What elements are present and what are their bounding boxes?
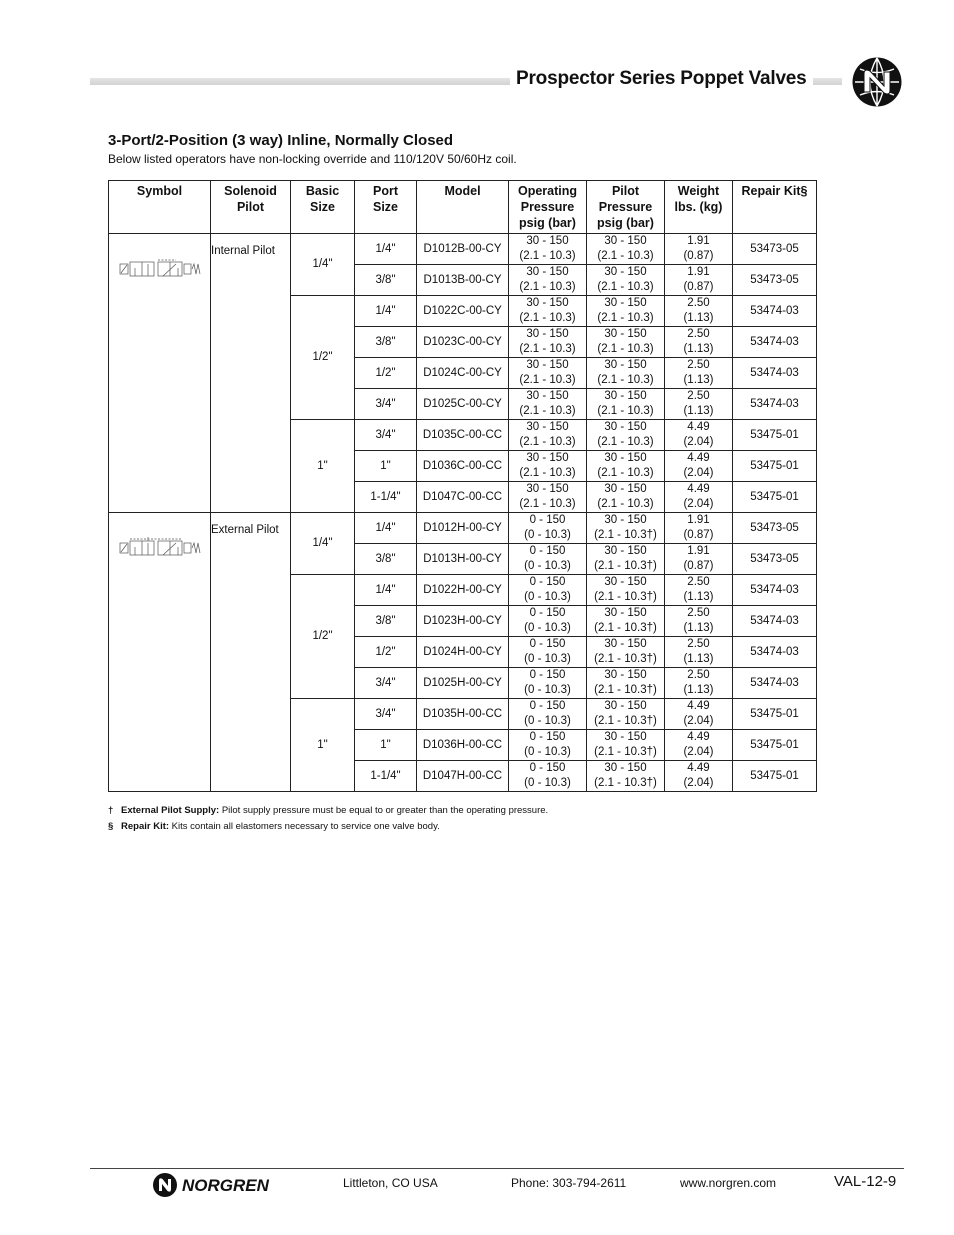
operating-pressure-cell: 0 - 150 (0 - 10.3) (509, 544, 587, 575)
col-header-solenoid-pilot: Solenoid Pilot (211, 181, 291, 234)
pilot-pressure-cell: 30 - 150 (2.1 - 10.3†) (587, 699, 665, 730)
operating-pressure-cell: 0 - 150 (0 - 10.3) (509, 575, 587, 606)
internal-pilot-valve-symbol-icon (118, 256, 202, 284)
repair-kit-cell: 53475-01 (733, 420, 817, 451)
port-size-cell: 3/4" (355, 420, 417, 451)
port-size-cell: 3/4" (355, 668, 417, 699)
model-cell: D1022H-00-CY (417, 575, 509, 606)
model-cell: D1024H-00-CY (417, 637, 509, 668)
operating-pressure-cell: 30 - 150 (2.1 - 10.3) (509, 358, 587, 389)
port-size-cell: 3/8" (355, 544, 417, 575)
pilot-pressure-cell: 30 - 150 (2.1 - 10.3†) (587, 668, 665, 699)
model-cell: D1012H-00-CY (417, 513, 509, 544)
section-subtitle: Below listed operators have non-locking override and 110/120V 50/60Hz coil. (108, 152, 517, 166)
pilot-pressure-cell: 30 - 150 (2.1 - 10.3†) (587, 544, 665, 575)
port-size-cell: 3/4" (355, 389, 417, 420)
basic-size-cell: 1/4" (291, 234, 355, 296)
weight-cell: 2.50 (1.13) (665, 389, 733, 420)
weight-cell: 2.50 (1.13) (665, 327, 733, 358)
footer-phone: Phone: 303-794-2611 (511, 1176, 627, 1190)
table-header-row (109, 181, 817, 234)
operating-pressure-cell: 30 - 150 (2.1 - 10.3) (509, 420, 587, 451)
table-row (109, 234, 817, 265)
repair-kit-cell: 53474-03 (733, 296, 817, 327)
port-size-cell: 1-1/4" (355, 482, 417, 513)
page-title: Prospector Series Poppet Valves (510, 68, 813, 90)
model-cell: D1024C-00-CY (417, 358, 509, 389)
model-cell: D1036C-00-CC (417, 451, 509, 482)
pilot-pressure-cell: 30 - 150 (2.1 - 10.3†) (587, 761, 665, 792)
pilot-pressure-cell: 30 - 150 (2.1 - 10.3) (587, 234, 665, 265)
port-size-cell: 3/8" (355, 606, 417, 637)
pilot-pressure-cell: 30 - 150 (2.1 - 10.3) (587, 327, 665, 358)
repair-kit-cell: 53473-05 (733, 544, 817, 575)
pilot-pressure-cell: 30 - 150 (2.1 - 10.3†) (587, 513, 665, 544)
weight-cell: 4.49 (2.04) (665, 730, 733, 761)
port-size-cell: 1/4" (355, 575, 417, 606)
operating-pressure-cell: 0 - 150 (0 - 10.3) (509, 606, 587, 637)
pilot-pressure-cell: 30 - 150 (2.1 - 10.3†) (587, 730, 665, 761)
weight-cell: 2.50 (1.13) (665, 575, 733, 606)
weight-cell: 2.50 (1.13) (665, 606, 733, 637)
model-cell: D1035C-00-CC (417, 420, 509, 451)
model-cell: D1047C-00-CC (417, 482, 509, 513)
model-cell: D1022C-00-CY (417, 296, 509, 327)
table-row (109, 513, 817, 544)
weight-cell: 1.91 (0.87) (665, 544, 733, 575)
port-size-cell: 3/8" (355, 327, 417, 358)
valve-symbol-cell (109, 513, 211, 792)
repair-kit-cell: 53474-03 (733, 606, 817, 637)
port-size-cell: 1-1/4" (355, 761, 417, 792)
operating-pressure-cell: 0 - 150 (0 - 10.3) (509, 730, 587, 761)
port-size-cell: 3/8" (355, 265, 417, 296)
pilot-pressure-cell: 30 - 150 (2.1 - 10.3) (587, 482, 665, 513)
solenoid-pilot-cell: Internal Pilot (211, 234, 291, 513)
model-cell: D1025H-00-CY (417, 668, 509, 699)
repair-kit-cell: 53474-03 (733, 327, 817, 358)
weight-cell: 1.91 (0.87) (665, 234, 733, 265)
weight-cell: 4.49 (2.04) (665, 420, 733, 451)
pilot-pressure-cell: 30 - 150 (2.1 - 10.3) (587, 389, 665, 420)
repair-kit-cell: 53474-03 (733, 668, 817, 699)
col-header-symbol: Symbol (109, 181, 211, 234)
operating-pressure-cell: 30 - 150 (2.1 - 10.3) (509, 234, 587, 265)
pilot-pressure-cell: 30 - 150 (2.1 - 10.3) (587, 420, 665, 451)
weight-cell: 2.50 (1.13) (665, 668, 733, 699)
col-header-port-size: Port Size (355, 181, 417, 234)
repair-kit-cell: 53475-01 (733, 482, 817, 513)
operating-pressure-cell: 30 - 150 (2.1 - 10.3) (509, 327, 587, 358)
valve-symbol-cell (109, 234, 211, 513)
solenoid-pilot-cell: External Pilot (211, 513, 291, 792)
model-cell: D1013B-00-CY (417, 265, 509, 296)
operating-pressure-cell: 0 - 150 (0 - 10.3) (509, 761, 587, 792)
footnote-external-pilot: † External Pilot Supply: Pilot supply pressure must be equal to or greater than the operating pressure. (108, 805, 549, 816)
weight-cell: 2.50 (1.13) (665, 296, 733, 327)
operating-pressure-cell: 30 - 150 (2.1 - 10.3) (509, 265, 587, 296)
repair-kit-cell: 53475-01 (733, 761, 817, 792)
col-header-basic-size: Basic Size (291, 181, 355, 234)
footer-city: Littleton, CO USA (343, 1176, 438, 1190)
repair-kit-cell: 53475-01 (733, 451, 817, 482)
footer-divider (90, 1168, 904, 1169)
weight-cell: 2.50 (1.13) (665, 637, 733, 668)
operating-pressure-cell: 30 - 150 (2.1 - 10.3) (509, 296, 587, 327)
repair-kit-cell: 53475-01 (733, 730, 817, 761)
port-size-cell: 1/4" (355, 234, 417, 265)
repair-kit-cell: 53474-03 (733, 575, 817, 606)
repair-kit-cell: 53474-03 (733, 389, 817, 420)
basic-size-cell: 1" (291, 699, 355, 792)
weight-cell: 4.49 (2.04) (665, 451, 733, 482)
model-cell: D1023C-00-CY (417, 327, 509, 358)
pilot-pressure-cell: 30 - 150 (2.1 - 10.3) (587, 358, 665, 389)
port-size-cell: 1" (355, 451, 417, 482)
pilot-pressure-cell: 30 - 150 (2.1 - 10.3) (587, 451, 665, 482)
model-cell: D1035H-00-CC (417, 699, 509, 730)
repair-kit-cell: 53473-05 (733, 234, 817, 265)
pilot-pressure-cell: 30 - 150 (2.1 - 10.3†) (587, 606, 665, 637)
footnotes (108, 805, 548, 837)
norgren-globe-logo-icon (851, 56, 903, 108)
port-size-cell: 3/4" (355, 699, 417, 730)
operating-pressure-cell: 0 - 150 (0 - 10.3) (509, 637, 587, 668)
port-size-cell: 1/4" (355, 296, 417, 327)
basic-size-cell: 1/2" (291, 575, 355, 699)
repair-kit-cell: 53473-05 (733, 265, 817, 296)
repair-kit-cell: 53474-03 (733, 358, 817, 389)
operating-pressure-cell: 30 - 150 (2.1 - 10.3) (509, 451, 587, 482)
col-header-model: Model (417, 181, 509, 234)
model-cell: D1047H-00-CC (417, 761, 509, 792)
pilot-pressure-cell: 30 - 150 (2.1 - 10.3) (587, 296, 665, 327)
repair-kit-cell: 53474-03 (733, 637, 817, 668)
valve-spec-table (108, 180, 817, 792)
repair-kit-cell: 53475-01 (733, 699, 817, 730)
port-size-cell: 1/4" (355, 513, 417, 544)
pilot-pressure-cell: 30 - 150 (2.1 - 10.3†) (587, 637, 665, 668)
model-cell: D1025C-00-CY (417, 389, 509, 420)
operating-pressure-cell: 0 - 150 (0 - 10.3) (509, 513, 587, 544)
port-size-cell: 1/2" (355, 358, 417, 389)
pilot-pressure-cell: 30 - 150 (2.1 - 10.3†) (587, 575, 665, 606)
norgren-logo (152, 1172, 288, 1198)
weight-cell: 1.91 (0.87) (665, 513, 733, 544)
page-number: VAL-12-9 (834, 1173, 897, 1190)
operating-pressure-cell: 0 - 150 (0 - 10.3) (509, 699, 587, 730)
model-cell: D1013H-00-CY (417, 544, 509, 575)
operating-pressure-cell: 0 - 150 (0 - 10.3) (509, 668, 587, 699)
basic-size-cell: 1/2" (291, 296, 355, 420)
basic-size-cell: 1" (291, 420, 355, 513)
basic-size-cell: 1/4" (291, 513, 355, 575)
footnote-repair-kit: § Repair Kit: Kits contain all elastomers necessary to service one valve body. (108, 821, 440, 832)
col-header-repair-kit: Repair Kit§ (733, 181, 817, 234)
weight-cell: 1.91 (0.87) (665, 265, 733, 296)
model-cell: D1036H-00-CC (417, 730, 509, 761)
section-title: 3-Port/2-Position (3 way) Inline, Normally Closed (108, 132, 454, 149)
col-header-operating-pressure: Operating Pressure psig (bar) (509, 181, 587, 234)
weight-cell: 2.50 (1.13) (665, 358, 733, 389)
weight-cell: 4.49 (2.04) (665, 699, 733, 730)
external-pilot-valve-symbol-icon (118, 535, 202, 563)
operating-pressure-cell: 30 - 150 (2.1 - 10.3) (509, 482, 587, 513)
operating-pressure-cell: 30 - 150 (2.1 - 10.3) (509, 389, 587, 420)
svg-text:NORGREN: NORGREN (182, 1176, 269, 1195)
model-cell: D1023H-00-CY (417, 606, 509, 637)
pilot-pressure-cell: 30 - 150 (2.1 - 10.3) (587, 265, 665, 296)
weight-cell: 4.49 (2.04) (665, 761, 733, 792)
footer-website: www.norgren.com (680, 1176, 777, 1190)
port-size-cell: 1" (355, 730, 417, 761)
col-header-weight: Weight lbs. (kg) (665, 181, 733, 234)
model-cell: D1012B-00-CY (417, 234, 509, 265)
col-header-pilot-pressure: Pilot Pressure psig (bar) (587, 181, 665, 234)
weight-cell: 4.49 (2.04) (665, 482, 733, 513)
repair-kit-cell: 53473-05 (733, 513, 817, 544)
port-size-cell: 1/2" (355, 637, 417, 668)
